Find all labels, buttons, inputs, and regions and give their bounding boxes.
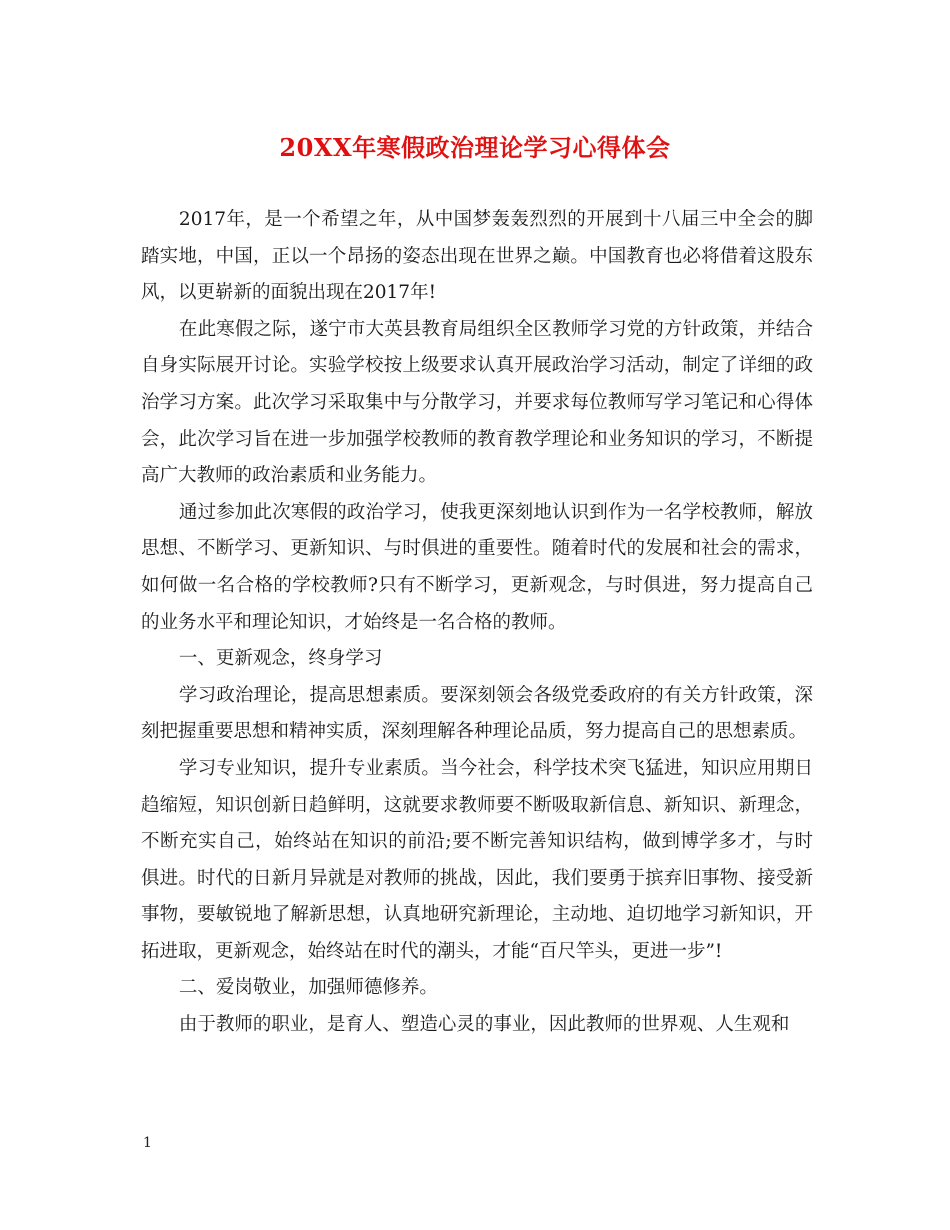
paragraph: 在此寒假之际，遂宁市大英县教育局组织全区教师学习党的方针政策，并结合自身实际展开讨论。实验学校按上级要求认真开展政治学习活动，制定了详细的政治学习方案。此次学习采取集中与分散学习，并要求每位教师写学习笔记和心得体会，此次学习旨在进一步加强学校教师的教育教学理论和业务知识的学习，不断提高广大教师的政治素质和业务能力。 (141, 318, 813, 487)
section-heading: 一、更新观念，终身学习 (178, 648, 383, 670)
document-title: 20XX年寒假政治理论学习心得体会 (279, 133, 671, 162)
section-heading: 二、爱岗敬业，加强师德修养。 (178, 977, 438, 999)
paragraph: 通过参加此次寒假的政治学习，使我更深刻地认识到作为一名学校教师，解放思想、不断学习、更新知识、与时俱进的重要性。随着时代的发展和社会的需求，如何做一名合格的学校教师?只有不断学习，更新观念，与时俱进，努力提高自己的业务水平和理论知识，才始终是一名合格的教师。 (141, 501, 813, 633)
paragraph: 由于教师的职业，是育人、塑造心灵的事业，因此教师的世界观、人生观和 (178, 1014, 790, 1036)
paragraph: 2017年，是一个希望之年，从中国梦轰轰烈烈的开展到十八届三中全会的脚踏实地，中国，正以一个昂扬的姿态出现在世界之巅。中国教育也必将借着这股东风，以更崭新的面貌出现在2017年! (141, 209, 813, 304)
paragraph: 学习专业知识，提升专业素质。当今社会，科学技术突飞猛进，知识应用期日趋缩短，知识创新日趋鲜明，这就要求教师要不断吸取新信息、新知识、新理念，不断充实自己，始终站在知识的前沿;要不断完善知识结构，做到博学多才，与时俱进。时代的日新月异就是对教师的挑战，因此，我们要勇于摈弃旧事物、接受新事物，要敏锐地了解新思想，认真地研究新理论，主动地、迫切地学习新知识，开拓进取，更新观念，始终站在时代的潮头，才能“百尺竿头，更进一步”! (141, 757, 813, 962)
document-body (141, 202, 813, 1044)
paragraph: 学习政治理论，提高思想素质。要深刻领会各级党委政府的有关方针政策，深刻把握重要思想和精神实质，深刻理解各种理论品质，努力提高自己的思想素质。 (141, 684, 813, 743)
page-number: 1 (143, 1135, 152, 1151)
